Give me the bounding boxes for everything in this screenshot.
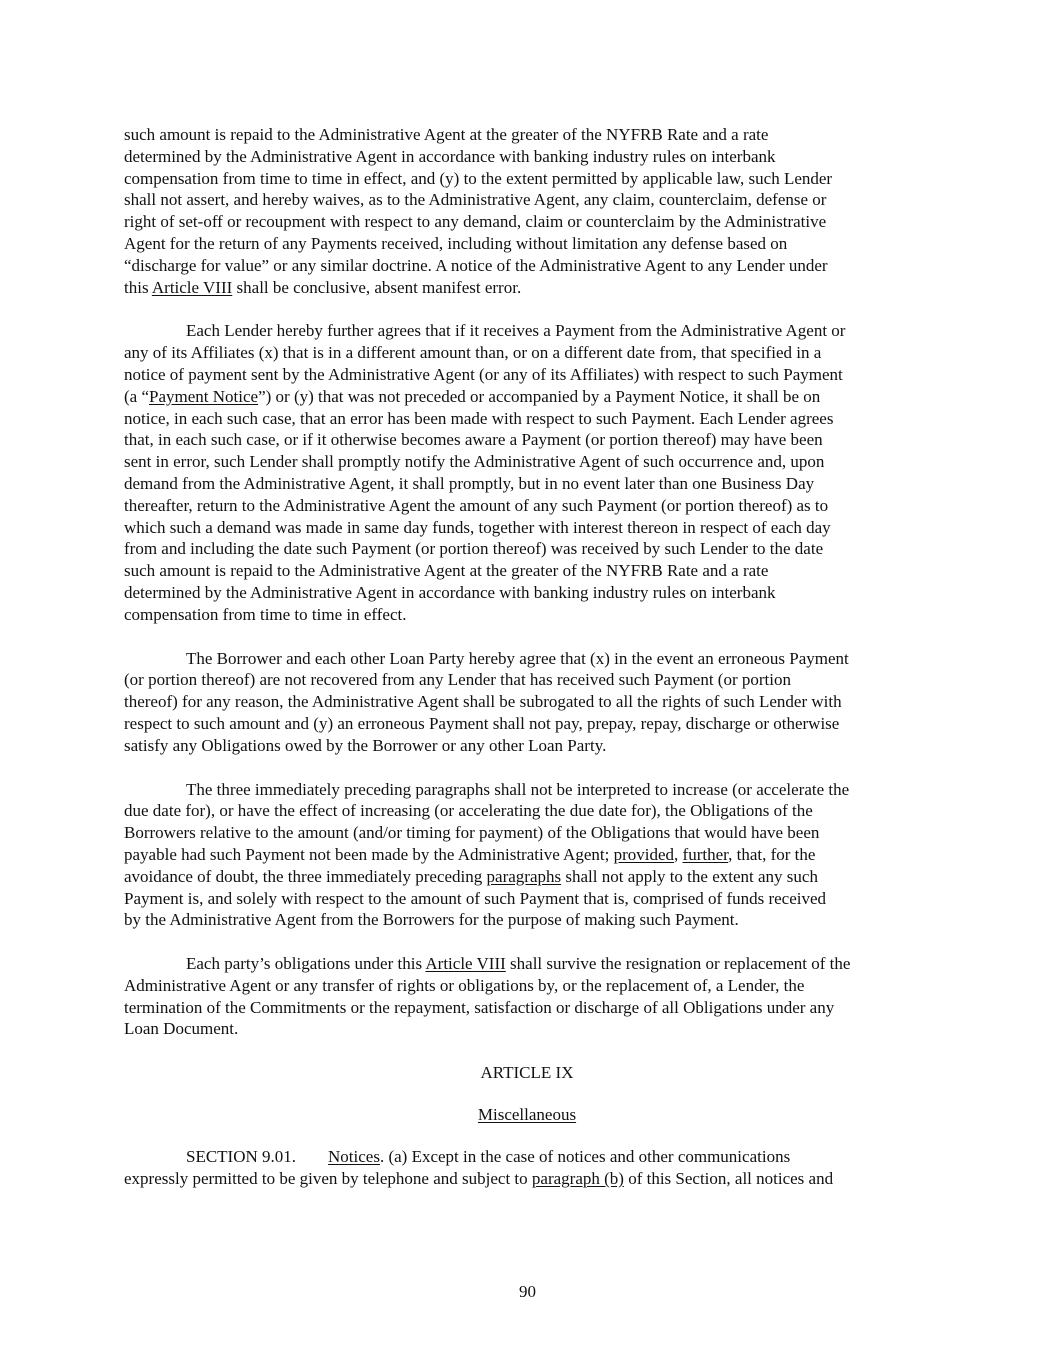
text-line: “discharge for value” or any similar doctrine. A notice of the Administrative Agent to any Lender under: [124, 255, 828, 275]
document-body: [124, 124, 954, 1211]
text-segment: . (a) Except in the case of notices and other communications: [379, 1146, 791, 1166]
article-viii-reference: Article VIII: [151, 277, 233, 297]
text-line: satisfy any Obligations owed by the Borrower or any other Loan Party.: [124, 735, 607, 755]
text-line: sent in error, such Lender shall promptly notify the Administrative Agent of such occurrence and, upon: [124, 452, 825, 472]
text-line: Agent for the return of any Payments received, including without limitation any defense based on: [124, 233, 788, 253]
text-line: thereafter, return to the Administrative Agent the amount of any such Payment (or portion thereof) as to: [124, 495, 829, 515]
text-line: notice of payment sent by the Administrative Agent (or any of its Affiliates) with respect to such Payment: [124, 364, 843, 384]
text-line: [124, 953, 954, 975]
text-segment: , that, for the: [728, 844, 816, 864]
text-line: shall not assert, and hereby waives, as to the Administrative Agent, any claim, counterclaim, defense or: [124, 190, 827, 210]
page-number: 90: [519, 1282, 536, 1301]
paragraph-b-reference: paragraph (b): [531, 1168, 624, 1188]
section-number: SECTION 9.01.: [186, 1146, 297, 1166]
text-line: notice, in each such case, that an error has been made with respect to such Payment. Each Lender agrees: [124, 408, 834, 428]
text-line: that, in each such case, or if it otherwise becomes aware a Payment (or portion thereof) may have been: [124, 430, 823, 450]
text-line: determined by the Administrative Agent in accordance with banking industry rules on interbank: [124, 146, 776, 166]
text-segment: this: [124, 277, 152, 297]
text-line: compensation from time to time in effect, and (y) to the extent permitted by applicable law, such Lender: [124, 168, 833, 188]
text-segment: avoidance of doubt, the three immediately preceding: [124, 866, 487, 886]
text-line: Payment is, and solely with respect to the amount of such Payment that is, comprised of funds received: [124, 888, 827, 908]
text-line: Administrative Agent or any transfer of rights or obligations by, or the replacement of, a Lender, the: [124, 975, 805, 995]
text-line: The three immediately preceding paragraphs shall not be interpreted to increase (or accelerate the: [186, 779, 850, 799]
text-line: [124, 277, 954, 299]
paragraph-survival: [124, 953, 954, 1040]
paragraph-interpretation: [124, 779, 954, 932]
text-line: from and including the date such Payment (or portion thereof) was received by such Lender to the date: [124, 539, 824, 559]
text-segment: shall be conclusive, absent manifest error.: [232, 277, 522, 297]
text-segment: of this Section, all notices and: [623, 1168, 834, 1188]
article-viii-reference: Article VIII: [425, 954, 506, 974]
paragraph-erroneous-payment-continued: [124, 124, 954, 298]
text-line: any of its Affiliates (x) that is in a different amount than, or on a different date from, that specified in a: [124, 343, 822, 363]
term-further: further: [682, 844, 729, 864]
section-title: Notices: [328, 1146, 380, 1166]
text-line: compensation from time to time in effect.: [124, 604, 407, 624]
text-line: right of set-off or recoupment with respect to any demand, claim or counterclaim by the Administrative: [124, 212, 827, 232]
article-subheading: [124, 1104, 930, 1126]
text-segment: payable had such Payment not been made by the Administrative Agent;: [124, 844, 614, 864]
term-provided: provided: [613, 844, 675, 864]
text-line: respect to such amount and (y) an erroneous Payment shall not pay, prepay, repay, discharge or otherwise: [124, 713, 840, 733]
text-segment: (a “: [124, 386, 150, 406]
text-line: (or portion thereof) are not recovered from any Lender that has received such Payment (or portion: [124, 670, 791, 690]
text-line: determined by the Administrative Agent in accordance with banking industry rules on interbank: [124, 582, 776, 602]
paragraph-subrogation: [124, 648, 954, 757]
text-line: The Borrower and each other Loan Party hereby agree that (x) in the event an erroneous Payment: [186, 648, 849, 668]
article-heading: ARTICLE IX: [480, 1063, 574, 1083]
text-line: due date for), or have the effect of increasing (or accelerating the due date for), the Obligations of the: [124, 801, 813, 821]
text-line: Loan Document.: [124, 1019, 239, 1039]
text-segment: shall not apply to the extent any such: [561, 866, 818, 886]
text-segment: expressly permitted to be given by telephone and subject to: [124, 1168, 532, 1188]
text-line: [124, 1168, 954, 1190]
text-line: [124, 844, 954, 866]
text-line: such amount is repaid to the Administrative Agent at the greater of the NYFRB Rate and a rate: [124, 125, 769, 144]
section-9-01: [124, 1146, 954, 1190]
text-line: by the Administrative Agent from the Borrowers for the purpose of making such Payment.: [124, 910, 739, 930]
paragraph-payment-notice: [124, 320, 954, 625]
text-segment: ”) or (y) that was not preceded or accompanied by a Payment Notice, it shall be on: [258, 386, 821, 406]
text-line: such amount is repaid to the Administrative Agent at the greater of the NYFRB Rate and a rate: [124, 561, 769, 581]
text-segment: Each party’s obligations under this: [186, 954, 426, 974]
text-line: demand from the Administrative Agent, it shall promptly, but in no event later than one Business Day: [124, 473, 815, 493]
text-line: Each Lender hereby further agrees that if it receives a Payment from the Administrative Agent or: [186, 321, 846, 341]
text-segment: shall survive the resignation or replacement of the: [505, 954, 851, 974]
text-line: termination of the Commitments or the repayment, satisfaction or discharge of all Obligations under any: [124, 997, 835, 1017]
paragraphs-reference: paragraphs: [486, 866, 562, 886]
defined-term-payment-notice: Payment Notice: [149, 386, 259, 406]
text-line: [124, 866, 954, 888]
text-line: thereof) for any reason, the Administrative Agent shall be subrogated to all the rights of such Lender with: [124, 692, 842, 712]
text-line: Borrowers relative to the amount (and/or timing for payment) of the Obligations that would have been: [124, 823, 820, 843]
text-line: [124, 1146, 954, 1168]
text-line: [124, 386, 954, 408]
text-line: which such a demand was made in same day funds, together with interest thereon in respect of each day: [124, 517, 831, 537]
text-segment: ,: [674, 844, 683, 864]
article-subheading-text: Miscellaneous: [477, 1105, 577, 1125]
